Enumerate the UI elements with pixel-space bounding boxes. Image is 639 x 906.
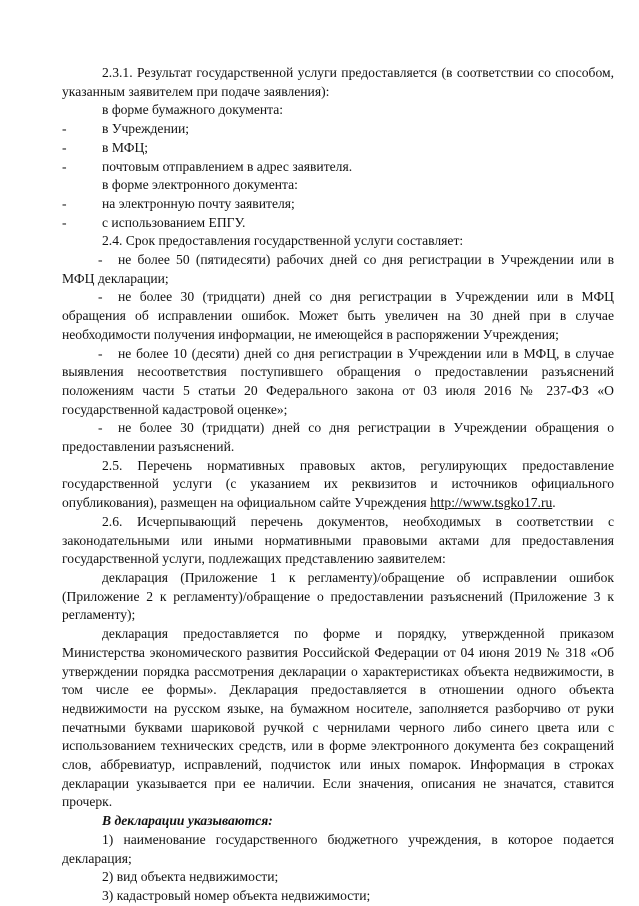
electronic-item: - с использованием ЕПГУ.	[62, 214, 246, 230]
term-item: - не более 10 (десяти) дней со дня регистрации в Учреждении или в МФЦ, в случае выявления несоответствия поступившего обращения о предоставлении разъяснений положениям части 5 статьи 20 Федерального закона от 03 июля 2016 № 237-ФЗ «О государственной кадастровой оценке»;	[62, 345, 614, 417]
term-item: - не более 50 (пятидесяти) рабочих дней со дня регистрации в Учреждении или в МФЦ декларации;	[62, 252, 614, 286]
section-2-4: 2.4. Срок предоставления государственной услуги составляет:	[102, 233, 464, 249]
paper-form-heading: в форме бумажного документа:	[102, 102, 284, 118]
declaration-types: декларация (Приложение 1 к регламенту)/обращение об исправлении ошибок (Приложение 2 к регламенту)/обращение о предоставлении разъяснений (Приложение 3 к регламенту);	[62, 569, 614, 623]
term-item: - не более 30 (тридцати) дней со дня регистрации в Учреждении обращения о предоставлении разъяснений.	[62, 420, 614, 455]
official-site-link[interactable]: http://www.tsgko17.ru	[430, 495, 553, 511]
declaration-field-item: 1) наименование государственного бюджетного учреждения, в которое подается декларация;	[62, 831, 614, 866]
document-page	[62, 64, 614, 906]
section-2-6: 2.6. Исчерпывающий перечень документов, необходимых в соответствии с законодательными или иными нормативными правовыми актами для предоставления государственной услуги, подлежащих представлению заявителем:	[62, 513, 614, 567]
declaration-field-item: 2) вид объекта недвижимости;	[102, 869, 279, 885]
electronic-item: - на электронную почту заявителя;	[62, 195, 295, 211]
section-2-3-1: 2.3.1. Результат государственной услуги предоставляется (в соответствии со способом, указанным заявителем при подаче заявления):	[62, 65, 614, 99]
paper-item: - в Учреждении;	[62, 121, 190, 137]
term-item: - не более 30 (тридцати) дней со дня регистрации в Учреждении или в МФЦ обращения об исправлении ошибок. Может быть увеличен на 30 дней при в случае необходимости получения информации, не имеющейся в распоряжении Учреждения;	[62, 289, 614, 342]
declaration-form-text: декларация предоставляется по форме и порядку, утвержденной приказом Министерства экономического развития Российской Федерации от 04 июня 2019 № 318 «Об утверждении порядка рассмотрения декларации о характеристиках объекта недвижимости, в том числе ее формы». Декларация предоставляется в отношении одного объекта недвижимости на русском языке, на бумажном носителе, заполняется разборчиво от руки печатными буквами шариковой ручкой с чернилами черного либо синего цвета или с использованием технических средств, или в форме электронного документа без сокращений слов, аббревиатур, исправлений, подчисток или иных помарок. Информация в строках декларации указывается при ее наличии. Если значения, описания не значатся, ставится прочерк.	[62, 626, 614, 810]
in-declaration-heading: В декларации указываются:	[102, 813, 273, 829]
declaration-field-item: 3) кадастровый номер объекта недвижимости;	[102, 887, 371, 903]
section-2-5: 2.5. Перечень нормативных правовых актов, регулирующих предоставление государственной услуги (с указанием их реквизитов и источников официального опубликования), размещен на официальном сайте Учреждения http://www.tsgko17.ru.	[62, 457, 614, 511]
paper-item: - почтовым отправлением в адрес заявителя.	[62, 158, 353, 174]
paper-item: - в МФЦ;	[62, 139, 149, 155]
electronic-form-heading: в форме электронного документа:	[102, 177, 298, 193]
